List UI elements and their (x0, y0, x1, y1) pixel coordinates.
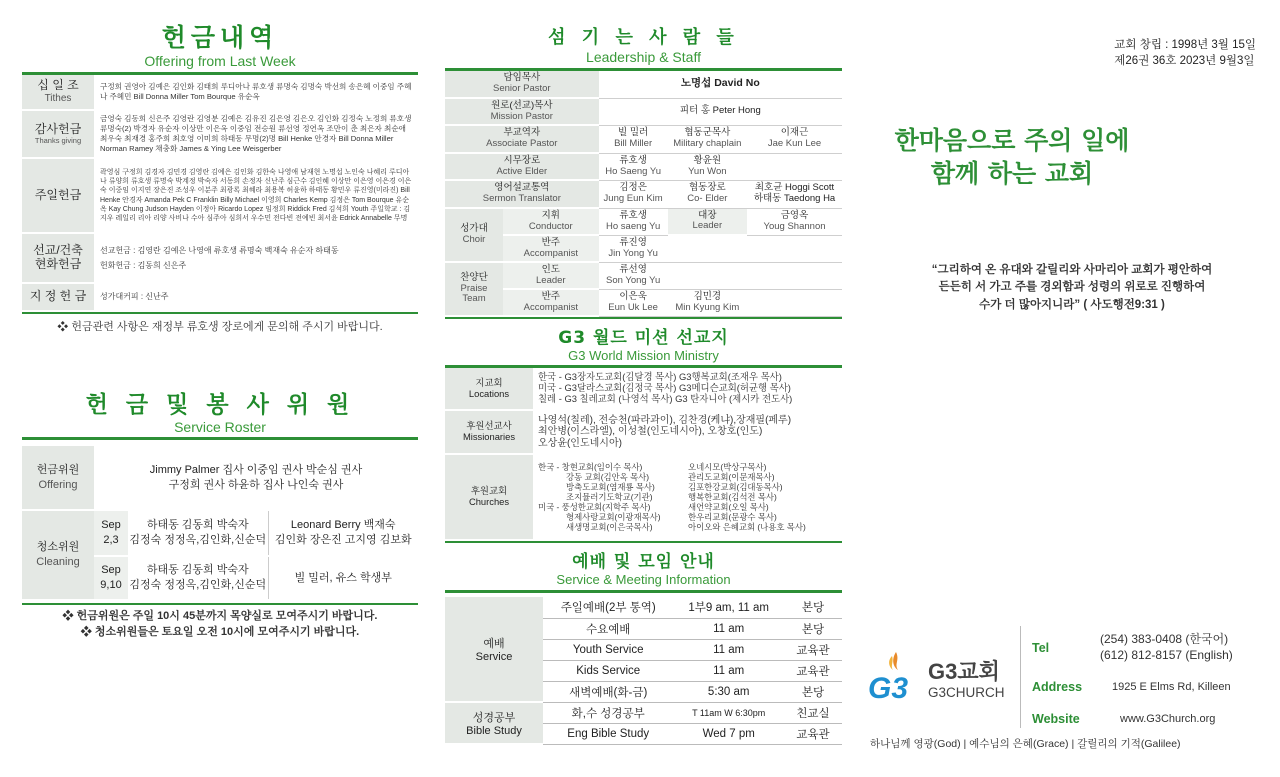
d2-group-b: 빌 밀러, 유스 학생부 (268, 556, 418, 600)
thanks-names: 금영숙 김동희 신은주 김영란 김영분 김예은 김유진 김은영 김은오 김인화 김정숙 노정희 류호생 류명숙(2) 박경자 유순자 이상만 이은옥 이중임 전승원 류선영 정연옥 조만이 춘 최은자 최순애 최우숙 최재경 홍주희 최호영 이미희 하태동 무명(2)명 Bill Henke 안경자 Bill Donna Miller Norman Ramey 채충화 James & Ying Lee Weisgerber (94, 110, 418, 158)
missionaries-label-en: Missionaries (462, 431, 516, 442)
location-line1: 한국 - G3장자도교회(김달경 목사) G3행복교회(조재우 목사) (538, 371, 782, 383)
d1-group-a2: 김정숙 정정옥,김인화,신순덕 (129, 534, 267, 546)
praise-leader-name: 류선영 (619, 263, 647, 275)
church-r6: 한우리교회(문광수 목사) (688, 512, 777, 523)
study-place: 친교실 (784, 702, 842, 723)
service-place: 교육관 (784, 660, 842, 681)
table-row (445, 98, 842, 125)
table-row (22, 75, 418, 110)
table-row (445, 289, 842, 316)
church-r1: 오네시모(박상구목사) (688, 461, 767, 472)
location-line3: 칠레 - G3 칠레교회 (나영석 목사) G3 탄자니아 (제시카 전도사) (538, 392, 793, 404)
elder-label-en: Active Elder (496, 165, 548, 177)
church-r5: 새언약교회(오일 목사) (688, 502, 769, 513)
offering-title: 헌금내역 (161, 23, 279, 52)
praise-acc1-name: 이은욱 (619, 290, 647, 302)
tithes-label: 십 일 조 (37, 78, 79, 93)
tel-korean[interactable]: (254) 383-0408 (한국어) (1100, 632, 1229, 647)
service-time: 11 am (673, 618, 784, 639)
church-l6: 형제사랑교회(이광재목사) (566, 512, 661, 523)
choir-acc-name-en: Jin Yong Yu (608, 247, 658, 259)
choir-acc-name: 류진영 (619, 236, 647, 248)
logo-name-en: G3CHURCH (928, 685, 1005, 700)
praise-acc1-name-en: Eun Uk Lee (608, 301, 658, 313)
table-row (445, 454, 842, 540)
offering-committee-label-en: Offering (38, 478, 78, 491)
offering-table (22, 75, 418, 312)
mission-pastor-label: 원로(선교)목사 (491, 99, 553, 111)
conductor-name-en: Ho saeng Yu (606, 220, 661, 232)
choir-label: 성가대 (460, 223, 488, 235)
conductor-label-en: Conductor (528, 220, 573, 232)
church-l3: 방축도교회(염재룡 목사) (566, 481, 655, 492)
date2-days: 9,10 (100, 579, 122, 591)
choir-leader-name: 금영옥 (780, 209, 809, 221)
praise-leader-label-en: Leader (536, 274, 566, 286)
church-l4: 조지뮬러기도학교(기관) (566, 491, 653, 502)
verse-line3: 수가 더 많아지니라” (979, 298, 1081, 311)
tithes-label-en: Tithes (44, 93, 72, 105)
assoc-label: 부교역자 (503, 127, 541, 139)
table-row (445, 153, 842, 180)
cleaning-label: 청소위원 (36, 541, 80, 554)
service-title: 예배 및 모임 안내 (572, 552, 715, 572)
table-row (445, 208, 842, 235)
study-time: T 11am W 6:30pm (673, 702, 784, 723)
praise-label: 찬양단 (460, 272, 488, 284)
designated-label: 지 정 헌 금 (29, 289, 87, 304)
church-l5: 미국 - 풍성한교회(지학주 목사) (538, 502, 651, 513)
churches-label: 후원교회 (470, 485, 508, 497)
motto-line1: 한마음으로 주의 일에 (894, 126, 1130, 155)
locations-label: 지교회 (475, 376, 503, 388)
flower-label: 현화헌금 (34, 257, 82, 271)
table-row (445, 180, 842, 208)
co-elder-name2: 하태동 Taedong Ha (753, 193, 836, 204)
conductor-name: 류호생 (619, 209, 647, 221)
service-place: 교육관 (784, 639, 842, 660)
founded-date: 교회 창립 : 1998년 3월 15일 (1114, 39, 1256, 51)
senior-label-en: Senior Pastor (493, 83, 551, 94)
table-row (22, 233, 418, 283)
choir-acc-label: 반주 (541, 236, 560, 248)
choir-acc-label-en: Accompanist (523, 247, 578, 259)
verse-line1: “그리하여 온 유대와 갈릴리와 사마리아 교회가 평안하여 (931, 264, 1213, 276)
assoc1-name: 빌 밀러 (618, 127, 649, 139)
church-r2: 관리도교회(이문재목사) (688, 471, 775, 482)
table-row (445, 702, 842, 723)
choir-leader-label: 대장 (698, 209, 717, 221)
translator-label: 영어설교통역 (494, 182, 550, 194)
sunday-names: 곽영심 구정희 김경자 김민경 김영란 김예은 김인화 김한숙 나영애 남재현 노명섭 노인숙 나혜리 루디아나 류양희 류호생 류명숙 박계정 박숙자 서동희 손정자 신난주 심근수 김인혜 이상만 이은영 이은경 이은숙 이중임 이지연 장은진 조성우 이분주 최광록 최혜라 최용복 허윤하 하태동 황민우 류진영(미라진) Bill Henke 안경자 Amanda Pek C Franklin Billy Michael 이영희 Charles Kemp 김정은 Tom Bourque 유순옥 Kay Chung Judson Hayden 이정아 Ricardo Lopez 임정희 Riddick Fred 김석희 Youth 주일학교 : 김지우 레일리 리아 리양 사비나 수아 심주아 심희서 우수민 전다빈 전예빈 최서윤 Edrick Annabelle 무명 (94, 158, 418, 233)
co-elder-label: 협동장로 (688, 182, 726, 194)
church-l7: 새생명교회(이은국목사) (566, 522, 653, 533)
elder1-name-en: Ho Saeng Yu (605, 165, 662, 177)
staff-column (445, 0, 842, 745)
table-row (22, 446, 418, 510)
study-name: 화,수 성경공부 (543, 702, 673, 723)
verse-line2: 든든히 서 가고 주를 경외함과 성령의 위로로 진행하여 (938, 281, 1206, 294)
assoc-label-en: Associate Pastor (486, 138, 558, 149)
table-row (22, 510, 418, 556)
d1-group-b1: Leonard Berry 백재숙 (290, 519, 396, 532)
mission-title: G3 월드 미션 선교지 (558, 328, 729, 348)
offering-note: ❖ 헌금관련 사항은 재정부 류호생 장로에게 문의해 주시기 바랍니다. (57, 321, 383, 333)
roster-table (22, 446, 418, 601)
table-row (445, 368, 842, 410)
date1-month: Sep (101, 519, 121, 532)
service-subtitle: Service & Meeting Information (556, 572, 731, 587)
service-name: 새벽예배(화-금) (543, 681, 673, 702)
staff-table (445, 71, 842, 317)
conductor-label: 지휘 (541, 209, 560, 221)
roster-note2: ❖ 청소위원들은 토요일 오전 10시에 모여주시기 바랍니다. (80, 626, 360, 638)
table-row (22, 158, 418, 233)
church-logo (866, 648, 918, 704)
d2-group-a1: 하태동 김동희 박숙자 (146, 564, 249, 577)
logo-name: G3교회 (928, 659, 1000, 684)
study-name: Eng Bible Study (543, 723, 673, 744)
table-row (445, 71, 842, 98)
translator-label-en: Sermon Translator (482, 193, 561, 204)
service-time: 11 am (673, 660, 784, 681)
thanks-label-en: Thanks giving (34, 135, 82, 145)
mission-table (445, 368, 842, 541)
church-r7: 아이오와 은혜교회 (나용호 목사) (688, 522, 806, 533)
elder1-name: 류호생 (619, 154, 647, 166)
mission-subtitle: G3 World Mission Ministry (568, 348, 719, 363)
praise-acc2-name: 김민경 (693, 290, 722, 302)
d2-group-a2: 김정숙 정정옥,김인화,신순덕 (129, 579, 267, 591)
service-time: 5:30 am (673, 681, 784, 702)
designated-names: 성가대커피 : 신난주 (94, 283, 418, 311)
sunday-label: 주일헌금 (34, 187, 82, 202)
staff-title: 섬 기 는 사 람 들 (548, 27, 739, 48)
tel-label: Tel (1032, 641, 1050, 655)
praise-leader-name-en: Son Yong Yu (605, 274, 661, 286)
roster-title: 헌 금 및 봉 사 위 원 (85, 392, 355, 418)
church-l1: 한국 - 창현교회(임이수 목사) (538, 461, 643, 472)
staff-subtitle: Leadership & Staff (586, 49, 701, 65)
tithes-names: 구정희 권영아 김예은 김인화 김태희 루디아나 류호생 류명숙 김명숙 박선희 송은혜 이중임 주혜나 주혜민 Bill Donna Miller Tom Bourque 유순옥 (94, 75, 418, 110)
table-row (22, 283, 418, 311)
churches-label-en: Churches (468, 496, 510, 507)
translator-name-en: Jung Eun Kim (603, 193, 663, 204)
service-name: 주일예배(2부 통역) (543, 597, 673, 618)
praise-label-en1: Praise (460, 282, 488, 294)
website-link[interactable]: www.G3Church.org (1120, 713, 1216, 725)
service-time: 11 am (673, 639, 784, 660)
elder-label: 시무장로 (503, 154, 541, 166)
location-line2: 미국 - G3달라스교회(김정국 목사) G3메디슨교회(허균행 목사) (538, 382, 791, 394)
roster-subtitle: Service Roster (174, 419, 266, 435)
assoc1-name-en: Bill Miller (614, 138, 653, 149)
missionary-line2: 최안병(이스라엘), 이성철(인도네시아), 오창호(인도) (538, 426, 763, 438)
mission-pastor-name: 피터 홍 Peter Hong (599, 98, 842, 125)
worship-label: 예배 (483, 638, 505, 650)
thanks-label: 감사헌금 (34, 121, 82, 136)
mission-offering-line: 선교헌금 : 김영란 김예은 나영애 류호생 류명숙 백재숙 유순자 하태동 (100, 245, 339, 255)
co-elder-name1: 최호균 Hoggi Scott (754, 182, 835, 194)
choir-leader-label-en: Leader (692, 220, 723, 232)
service-time: 1부9 am, 11 am (673, 597, 784, 618)
service-name: Youth Service (543, 639, 673, 660)
assoc2-role: 협동군목사 (684, 127, 731, 139)
service-place: 본당 (784, 597, 842, 618)
offering-subtitle: Offering from Last Week (144, 53, 296, 69)
service-table (445, 597, 842, 745)
flower-offering-line: 헌화헌금 : 김동희 신은주 (100, 261, 187, 270)
church-r3: 김포한강교회(김대동목사) (688, 481, 783, 492)
table-row (445, 597, 842, 618)
missionary-line3: 오상윤(인도네시아) (538, 437, 622, 449)
service-place: 본당 (784, 681, 842, 702)
table-row (445, 410, 842, 454)
date2-month: Sep (101, 564, 121, 577)
senior-label: 담임목사 (503, 72, 541, 84)
church-r4: 행복한교회(김석전 목사) (688, 491, 777, 502)
issue-info: 제26권 36호 2023년 9월3일 (1114, 54, 1255, 67)
assoc2-role-en: Military chaplain (673, 138, 742, 149)
senior-pastor-name: 노명섭 David No (599, 71, 842, 98)
roster-note1: ❖ 헌금위원은 주일 10시 45분까지 목양실로 모여주시기 바랍니다. (62, 610, 378, 622)
table-row (445, 125, 842, 153)
address-label: Address (1032, 680, 1083, 694)
d1-group-b2: 김인화 장은진 고지영 김보화 (274, 534, 412, 546)
study-time: Wed 7 pm (673, 723, 784, 744)
offering-committee-label: 헌금위원 (36, 463, 80, 476)
offering-committee-line2: 구정희 권사 하윤하 집사 나인숙 권사 (168, 478, 344, 491)
choir-label-en: Choir (462, 234, 486, 245)
tel-english[interactable]: (612) 812-8157 (English) (1100, 648, 1233, 662)
worship-label-en: Service (475, 651, 513, 663)
missionaries-label: 후원선교사 (466, 420, 512, 432)
praise-leader-label: 인도 (541, 263, 560, 275)
church-l2: 강동 교회(김안옥 목사) (566, 471, 650, 482)
praise-acc-label: 반주 (541, 290, 560, 302)
website-label: Website (1032, 712, 1080, 726)
bible-label: 성경공부 (472, 712, 516, 724)
elder2-name-en: Yun Won (688, 165, 727, 177)
table-row (22, 110, 418, 158)
logo-mark-text: G3 (868, 672, 909, 704)
offering-column (22, 0, 418, 639)
motto-line2: 함께 하는 교회 (930, 158, 1094, 188)
d1-group-a1: 하태동 김동희 박숙자 (146, 519, 249, 532)
logo-mark-icon (866, 648, 918, 704)
locations-label-en: Locations (468, 387, 510, 399)
cleaning-label-en: Cleaning (36, 556, 80, 568)
co-elder-label-en: Co- Elder (687, 193, 728, 204)
table-row (445, 262, 842, 289)
assoc3-name: 이재근 (780, 127, 809, 139)
offering-committee-line1: Jimmy Palmer 집사 이중임 권사 박순심 권사 (149, 463, 363, 476)
praise-acc-label-en: Accompanist (523, 301, 578, 313)
service-place: 본당 (784, 618, 842, 639)
date1-days: 2,3 (103, 534, 119, 546)
bible-label-en: Bible Study (466, 725, 522, 737)
translator-name: 김정은 (619, 182, 647, 194)
choir-leader-name-en: Youg Shannon (763, 220, 826, 232)
study-place: 교육관 (784, 723, 842, 744)
verse-reference: ( 사도행전9:31 ) (1083, 298, 1165, 311)
mission-building-label: 선교/건축 (33, 243, 83, 258)
missionary-line1: 나영석(칠레), 전승천(파라과이), 김찬경(케냐),장재필(페루) (538, 414, 792, 426)
elder2-name: 황윤원 (693, 154, 722, 166)
table-row (445, 235, 842, 262)
address-value: 1925 E Elms Rd, Killeen (1112, 681, 1231, 693)
service-name: 수요예배 (543, 618, 673, 639)
praise-label-en2: Team (462, 293, 486, 305)
tagline: 하나님께 영광(God) | 예수님의 은혜(Grace) | 갈릴리의 기적(Galilee) (870, 738, 1181, 750)
assoc3-name-en: Jae Kun Lee (767, 138, 822, 149)
praise-acc2-name-en: Min Kyung Kim (675, 301, 740, 313)
mission-pastor-label-en: Mission Pastor (490, 110, 553, 122)
service-name: Kids Service (543, 660, 673, 681)
